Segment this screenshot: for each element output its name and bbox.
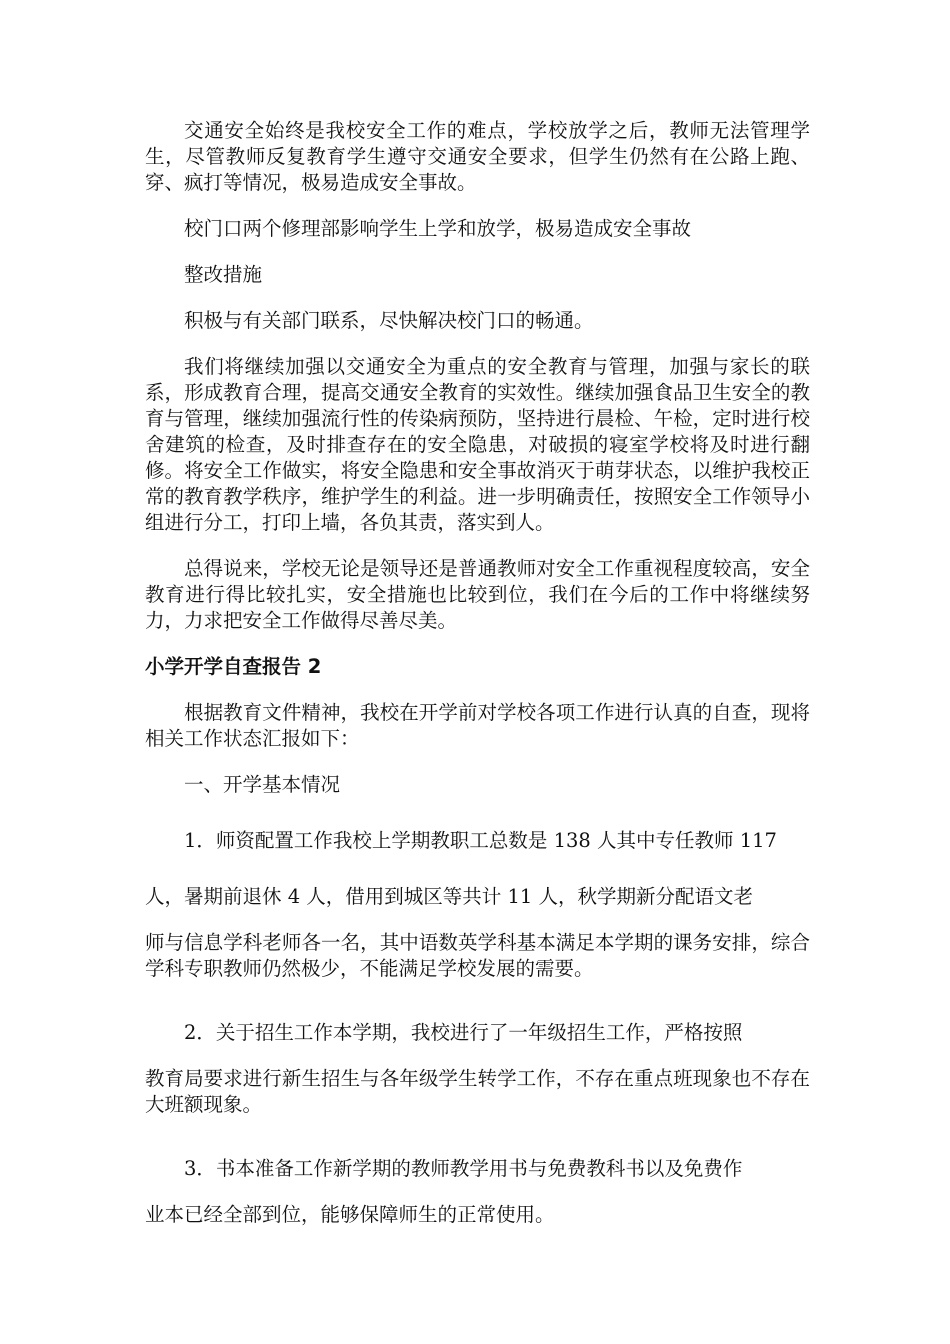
document-page (145, 118, 810, 1228)
item1-rest: 师与信息学科老师各一名，其中语数英学科基本满足本学期的课务安排，综合学科专职教师仍然极少，不能满足学校发展的需要。 (145, 931, 810, 980)
section-heading: 小学开学自查报告 2 (145, 655, 322, 678)
paragraph-traffic-safety: 交通安全始终是我校安全工作的难点，学校放学之后，教师无法管理学生，尽管教师反复教育学生遵守交通安全要求，但学生仍然有在公路上跑、穿、疯打等情况，极易造成安全事故。 (145, 119, 810, 194)
paragraph-intro: 根据教育文件精神，我校在开学前对学校各项工作进行认真的自查，现将相关工作状态汇报如下： (145, 701, 810, 750)
item2-rest: 教育局要求进行新生招生与各年级学生转学工作，不存在重点班现象也不存在大班额现象。 (145, 1067, 810, 1116)
paragraph-summary: 总得说来，学校无论是领导还是普通教师对安全工作重视程度较高，安全教育进行得比较扎实，安全措施也比较到位，我们在今后的工作中将继续努力，力求把安全工作做得尽善尽美。 (145, 557, 810, 632)
paragraph-contact-departments: 积极与有关部门联系，尽快解决校门口的畅通。 (184, 309, 594, 332)
item2-line1: 2．关于招生工作本学期，我校进行了一年级招生工作，严格按照 (184, 1021, 743, 1044)
subheading-basic-situation: 一、开学基本情况 (184, 773, 341, 796)
paragraph-continue-strengthen: 我们将继续加强以交通安全为重点的安全教育与管理，加强与家长的联系，形成教育合理，提高交通安全教育的实效性。继续加强食品卫生安全的教育与管理，继续加强流行性的传染病预防，坚持进行晨检、午检，定时进行校舍建筑的检查，及时排查存在的安全隐患，对破损的寝室学校将及时进行翻修。将安全工作做实，将安全隐患和安全事故消灭于萌芽状态，以维护我校正常的教育教学秩序，维护学生的利益。进一步明确责任，按照安全工作领导小组进行分工，打印上墙，各负其责，落实到人。 (145, 355, 810, 534)
paragraph-rectification-title: 整改措施 (184, 263, 263, 286)
item1-line2: 人，暑期前退休 4 人，借用到城区等共计 11 人，秋学期新分配语文老 (145, 885, 754, 908)
paragraph-repair-shops: 校门口两个修理部影响学生上学和放学，极易造成安全事故 (184, 217, 692, 240)
item3-rest: 业本已经全部到位，能够保障师生的正常使用。 (145, 1203, 555, 1226)
item1-line1: 1．师资配置工作我校上学期教职工总数是 138 人其中专任教师 117 (184, 829, 777, 852)
item3-line1: 3．书本准备工作新学期的教师教学用书与免费教科书以及免费作 (184, 1157, 743, 1180)
